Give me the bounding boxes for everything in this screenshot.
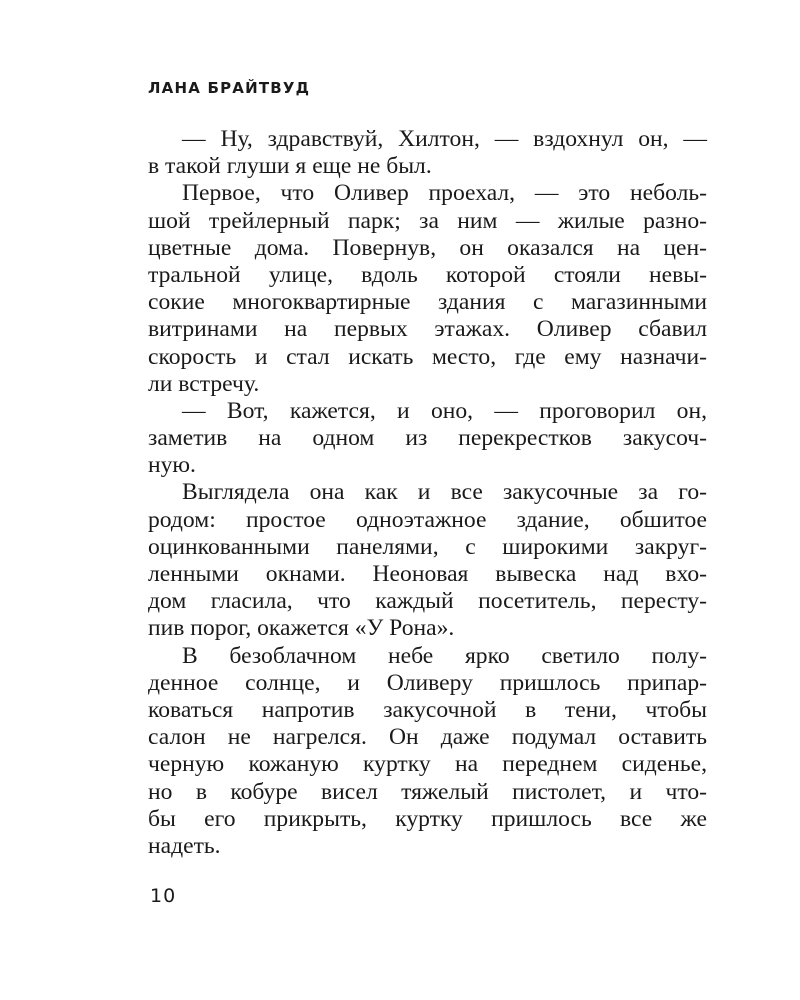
- text-line: — Ну, здравствуй, Хилтон, — вздохнул он, —: [182, 126, 707, 152]
- text-line: дом гласила, что каждый посетитель, пересту-: [148, 588, 707, 615]
- paragraph: [148, 479, 707, 642]
- text-line: ленными окнами. Неоновая вывеска над вхо-: [148, 561, 707, 587]
- text-line: салон не нагрелся. Он даже подумал оставить: [148, 724, 707, 751]
- text-line: надеть.: [148, 832, 221, 859]
- paragraph: [148, 180, 707, 398]
- text-line: Первое, что Оливер проехал, — это неболь-: [182, 180, 707, 207]
- text-line: — Вот, кажется, и оно, — проговорил он,: [182, 397, 707, 424]
- text-line: ли встречу.: [148, 370, 260, 397]
- text-line: в такой глуши я еще не был.: [148, 153, 432, 180]
- text-line: оцинкованными панелями, с широкими закруг-: [148, 533, 707, 560]
- text-line: ную.: [148, 452, 196, 479]
- text-line: коваться напротив закусочной в тени, чтобы: [148, 696, 707, 723]
- text-line: денное солнце, и Оливеру пришлось припар-: [148, 669, 707, 696]
- text-line: витринами на первых этажах. Оливер сбавил: [148, 316, 707, 343]
- paragraph: [148, 643, 707, 861]
- text-line: Выглядела она как и все закусочные за го-: [182, 479, 707, 506]
- text-line: цветные дома. Повернув, он оказался на цен-: [148, 234, 707, 261]
- paragraph: [148, 398, 707, 480]
- text-line: заметив на одном из перекрестков закусоч-: [148, 425, 707, 452]
- text-line: В безоблачном небе ярко светило полу-: [182, 642, 707, 669]
- paragraph: [148, 126, 707, 180]
- text-line: родом: простое одноэтажное здание, обшитое: [148, 506, 707, 533]
- page-number: 10: [150, 885, 177, 907]
- text-line: шой трейлерный парк; за ним — жилые разно-: [148, 207, 707, 234]
- text-line: пив порог, окажется «У Рона».: [148, 615, 455, 642]
- text-line: но в кобуре висел тяжелый пистолет, и что-: [148, 778, 707, 805]
- text-line: сокие многоквартирные здания с магазинными: [148, 289, 707, 316]
- body-text: [148, 126, 707, 860]
- running-head-author: ЛАНА БРАЙТВУД: [148, 79, 311, 97]
- text-line: тральной улице, вдоль которой стояли невы-: [148, 261, 707, 288]
- text-line: скорость и стал искать место, где ему назначи-: [148, 343, 707, 370]
- text-line: черную кожаную куртку на переднем сиденье,: [148, 751, 707, 778]
- text-line: бы его прикрыть, куртку пришлось все же: [148, 805, 707, 832]
